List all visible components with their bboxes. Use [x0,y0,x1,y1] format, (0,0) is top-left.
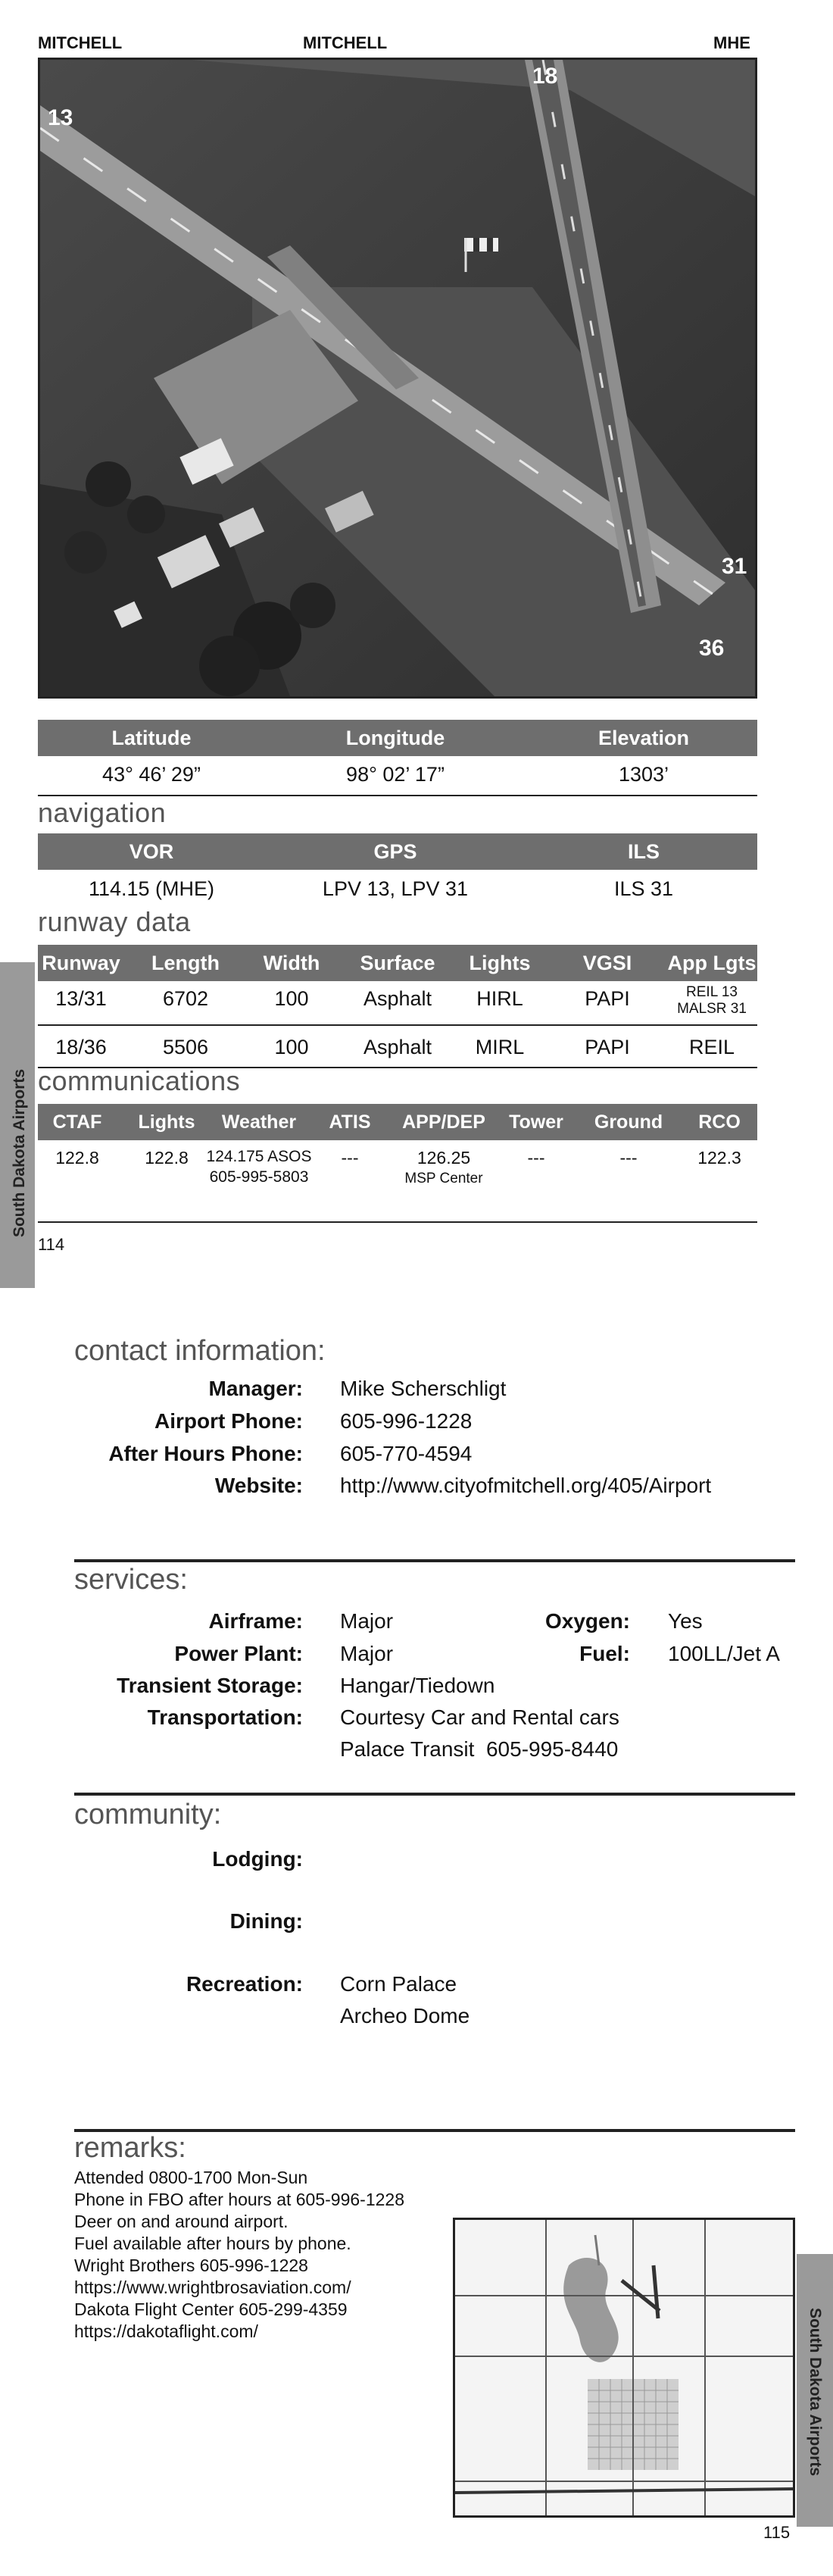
dining-label: Dining: [229,1909,303,1933]
atis-value: --- [341,1148,359,1168]
runway-cell: 13/31 [55,987,107,1010]
transient-storage-label: Transient Storage: [117,1674,303,1697]
remark-line: Attended 0800-1700 Mon-Sun [74,2168,308,2187]
elevation-value: 1303’ [618,763,669,786]
remark-line: Deer on and around airport. [74,2212,289,2231]
longitude-header: Longitude [345,726,445,749]
section-tab-right-label: South Dakota Airports [806,2307,824,2477]
location-values [38,763,757,793]
vor-header: VOR [129,839,174,863]
divider [38,1221,757,1223]
remarks-title: remarks: [74,2132,186,2164]
latitude-header: Latitude [111,726,192,749]
lights-cell: MIRL [475,1036,525,1058]
airport-aerial-photo [38,58,757,699]
atis-header: ATIS [329,1111,371,1133]
remark-line[interactable]: https://dakotaflight.com/ [74,2321,258,2341]
width-col-header: Width [263,951,320,974]
remark-line: Wright Brothers 605-996-1228 [74,2256,308,2275]
ils-value: ILS 31 [613,877,674,900]
latitude-value: 43° 46’ 29” [102,763,201,786]
width-cell: 100 [274,1036,309,1058]
page-number-right: 115 [763,2523,791,2542]
weather-value-line2: 605-995-5803 [209,1168,309,1186]
table-row [38,1036,757,1066]
header-city: MITCHELL [303,33,388,52]
power-plant-value: Major [340,1642,394,1665]
contact-title: contact information: [74,1335,326,1367]
transportation-value-1: Courtesy Car and Rental cars [340,1705,619,1729]
lights-col-header: Lights [469,951,531,974]
length-cell: 6702 [162,987,209,1010]
runway-18-label: 18 [532,64,558,89]
runway-13-label: 13 [48,105,73,130]
divider [38,1024,757,1026]
ctaf-header: CTAF [52,1111,102,1133]
manager-value: Mike Scherschligt [340,1377,507,1400]
communications-values [38,1148,757,1193]
weather-value-line1: 124.175 ASOS [206,1148,312,1165]
remark-line: Phone in FBO after hours at 605-996-1228 [74,2190,405,2209]
app-dep-header: APP/DEP [402,1111,485,1133]
header-airport-left: MITCHELL [38,33,123,52]
ground-value: --- [619,1148,638,1168]
rco-header: RCO [698,1111,741,1133]
section-divider [74,1559,795,1562]
airframe-value: Major [340,1609,394,1633]
runway-header-bar [38,945,757,981]
runway-data-title: runway data [38,906,191,937]
after-hours-value: 605-770-4594 [340,1442,473,1465]
lights-cell: HIRL [476,987,523,1010]
manager-label: Manager: [208,1377,303,1400]
longitude-value: 98° 02’ 17” [346,763,445,786]
length-cell: 5506 [162,1036,209,1058]
tower-header: Tower [509,1111,563,1133]
ctaf-value: 122.8 [55,1148,99,1168]
app-dep-facility: MSP Center [404,1171,483,1186]
community-title: community: [74,1799,222,1830]
runway-cell: 18/36 [55,1036,107,1058]
surface-cell: Asphalt [363,987,432,1010]
vor-value: 114.15 (MHE) [88,877,215,900]
length-col-header: Length [151,951,220,974]
tower-value: --- [527,1148,545,1168]
divider [38,795,757,796]
power-plant-label: Power Plant: [174,1642,303,1665]
runway-36-label: 36 [699,636,725,661]
transient-storage-value: Hangar/Tiedown [340,1674,495,1697]
recreation-value-2: Archeo Dome [340,2004,470,2027]
recreation-value-1: Corn Palace [340,1972,457,1996]
lights-header: Lights [138,1111,195,1133]
surface-col-header: Surface [360,951,435,974]
remarks-list [74,2167,404,2343]
rco-value: 122.3 [697,1148,741,1168]
website-label: Website: [214,1474,303,1497]
after-hours-label: After Hours Phone: [108,1442,303,1465]
ground-header: Ground [594,1111,663,1133]
recreation-label: Recreation: [186,1972,303,1996]
transportation-value-2: Palace Transit 605-995-8440 [340,1737,619,1761]
lodging-label: Lodging: [212,1847,303,1871]
website-link[interactable]: http://www.cityofmitchell.org/405/Airport [340,1474,712,1497]
communications-header-bar [38,1104,757,1140]
airframe-label: Airframe: [208,1609,303,1633]
services-title: services: [74,1564,188,1596]
section-tab-left-label: South Dakota Airports [11,1068,28,1238]
section-divider [74,1793,795,1796]
city-map [453,2218,795,2518]
app-lgts-cell: REIL [688,1036,735,1058]
gps-header: GPS [373,839,417,863]
weather-header: Weather [221,1111,297,1133]
remark-line: Fuel available after hours by phone. [74,2234,351,2253]
runway-col-header: Runway [42,951,120,974]
page-number-left: 114 [38,1235,65,1254]
vgsi-col-header: VGSI [582,951,632,974]
oxygen-label: Oxygen: [544,1609,630,1633]
fuel-value: 100LL/Jet A [668,1642,780,1665]
vgsi-cell: PAPI [585,1036,630,1058]
airport-phone-value: 605-996-1228 [340,1409,473,1433]
runway-31-label: 31 [722,554,747,579]
elevation-header: Elevation [597,726,690,749]
navigation-values [38,877,757,908]
app-lgts-cell-line1: REIL 13 [686,984,738,1000]
ils-header: ILS [627,839,660,863]
transportation-label: Transportation: [147,1705,303,1729]
width-cell: 100 [274,987,309,1010]
vgsi-cell: PAPI [585,987,630,1010]
header-identifier: MHE [713,33,750,52]
navigation-title: navigation [38,797,167,828]
navigation-header-bar [38,833,757,870]
airport-phone-label: Airport Phone: [154,1409,303,1433]
table-row [38,984,757,1025]
lights-value: 122.8 [145,1148,189,1168]
oxygen-value: Yes [668,1609,703,1633]
gps-value: LPV 13, LPV 31 [322,877,469,900]
app-lgts-cell-line2: MALSR 31 [677,1001,747,1017]
app-dep-value: 126.25 [416,1148,471,1168]
communications-title: communications [38,1065,241,1096]
surface-cell: Asphalt [363,1036,432,1058]
remark-line: Dakota Flight Center 605-299-4359 [74,2299,348,2319]
remark-line[interactable]: https://www.wrightbrosaviation.com/ [74,2277,351,2297]
location-header-bar [38,720,757,756]
app-lgts-col-header: App Lgts [667,951,757,974]
fuel-label: Fuel: [579,1642,630,1665]
